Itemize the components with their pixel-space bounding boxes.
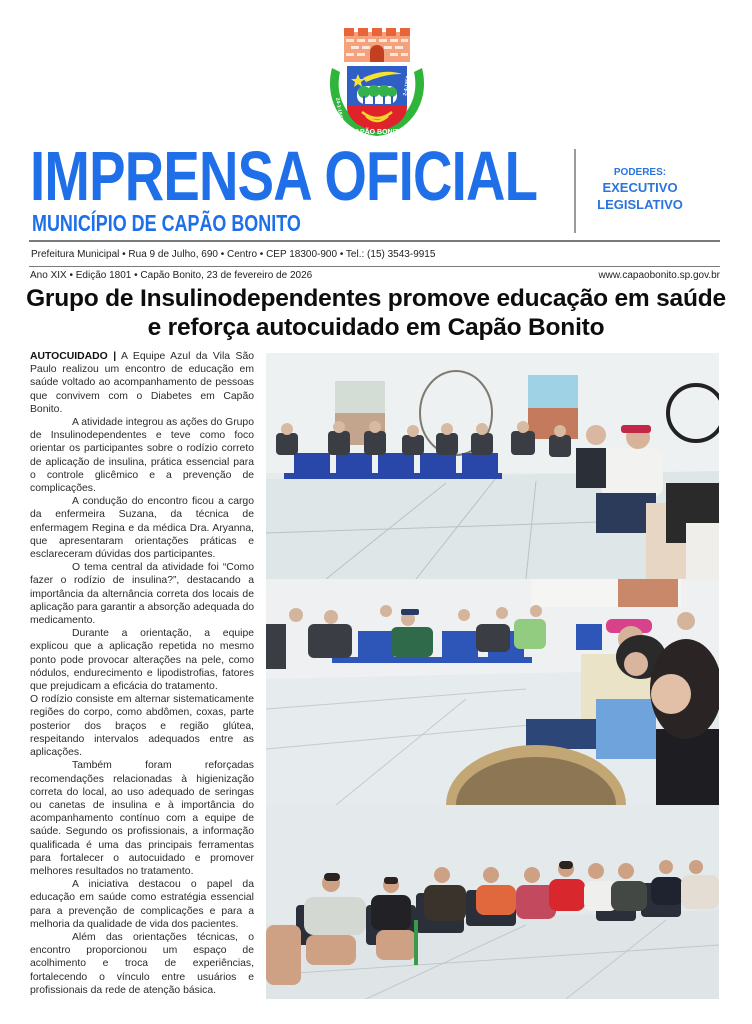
article-paragraph: O tema central da atividade foi “Como fazer o rodízio de insulina?”, destacando a importância da alternância correta dos locais de aplicação para garantir a absorção adequada do medicamento. bbox=[30, 562, 254, 627]
paragraph-text: A Equipe Azul da Vila São Paulo realizou um encontro de educação em saúde voltado ao acompanhamento de pessoas que convivem com o Diabetes em Capão Bonito. bbox=[30, 351, 255, 415]
article-paragraph: A iniciativa destacou o papel da educação em saúde como estratégia essencial para a prevenção de complicações e para a melhoria da qualidade de vida dos pacientes. bbox=[30, 879, 254, 930]
poderes-legislativo: LEGISLATIVO bbox=[597, 197, 683, 212]
municipal-coat-of-arms-icon bbox=[322, 28, 432, 140]
poderes-executivo: EXECUTIVO bbox=[602, 180, 678, 195]
article-body bbox=[30, 350, 254, 997]
article-paragraph: O rodízio consiste em alternar sistematicamente regiões do corpo, como abdômen, coxas, parte posterior dos braços e região glútea, respeitando intervalos adequados entre as aplicações. bbox=[30, 694, 254, 759]
address-line: Prefeitura Municipal • Rua 9 de Julho, 690 • Centro • CEP 18300-900 • Tel.: (15) 3543-9915 bbox=[31, 249, 436, 260]
article-paragraph: Também foram reforçadas recomendações relacionadas à higienização correta do local, ao uso adequado de seringas ou canetas de insulina e à importância do acompanhamento contínuo com a equipe de saúde. Segundo os profissionais, a informação qualificada é uma das principais ferramentas para fortalecer o autocuidado e promover melhores resultados no tratamento. bbox=[30, 760, 254, 877]
photo-women-seated bbox=[266, 805, 719, 999]
masthead-title: IMPRENSA OFICIAL bbox=[30, 137, 538, 215]
website-link[interactable]: www.capaobonito.sp.gov.br bbox=[598, 270, 720, 281]
article-paragraph: Durante a orientação, a equipe explicou que a aplicação repetida no mesmo ponto pode provocar alterações na pele, como nódulos, endurecimento e lipodistrofias, fatores que prejudicam a eficácia do tratamento. bbox=[30, 628, 254, 693]
article-paragraph: A atividade integrou as ações do Grupo de Insulinodependentes e teve como foco orientar os participantes sobre o rodízio correto de aplicação de insulina, prática essencial para o controle glicêmico e a prevenção de complicações. bbox=[30, 417, 254, 495]
svg-text:24-1-1843: 24-1-1843 bbox=[334, 97, 344, 121]
svg-text:2-4-1857: 2-4-1857 bbox=[402, 75, 412, 97]
article-paragraph: Além das orientações técnicas, o encontro proporcionou um espaço de acolhimento e troca de experiências, fortalecendo o vínculo entre usuários e profissionais da rede de atenção básica. bbox=[30, 931, 254, 996]
article-headline: Grupo de Insulinodependentes promove educação em saúde e reforça autocuidado em Capão Bonito bbox=[26, 285, 726, 341]
photo-group-circle bbox=[266, 579, 719, 805]
header-rule-bottom bbox=[29, 266, 720, 267]
photo-meeting-room bbox=[266, 353, 719, 579]
svg-text:CAPÃO BONITO: CAPÃO BONITO bbox=[349, 129, 405, 136]
article-paragraph-lead bbox=[30, 350, 254, 416]
article-kicker: AUTOCUIDADO | bbox=[30, 351, 117, 362]
masthead-subtitle: MUNICÍPIO DE CAPÃO BONITO bbox=[32, 210, 301, 236]
article-paragraph: A condução do encontro ficou a cargo da enfermeira Suzana, da técnica de enfermagem Regina e da médica Dra. Aryanna, que apresentaram orientações práticas e esclareceram dúvidas dos participantes. bbox=[30, 496, 254, 561]
poderes-label: PODERES: bbox=[613, 167, 667, 178]
masthead-divider bbox=[574, 149, 576, 233]
header-rule-top bbox=[29, 240, 720, 242]
edition-line: Ano XIX • Edição 1801 • Capão Bonito, 23 de fevereiro de 2026 bbox=[30, 270, 313, 281]
poderes-box bbox=[588, 166, 692, 213]
